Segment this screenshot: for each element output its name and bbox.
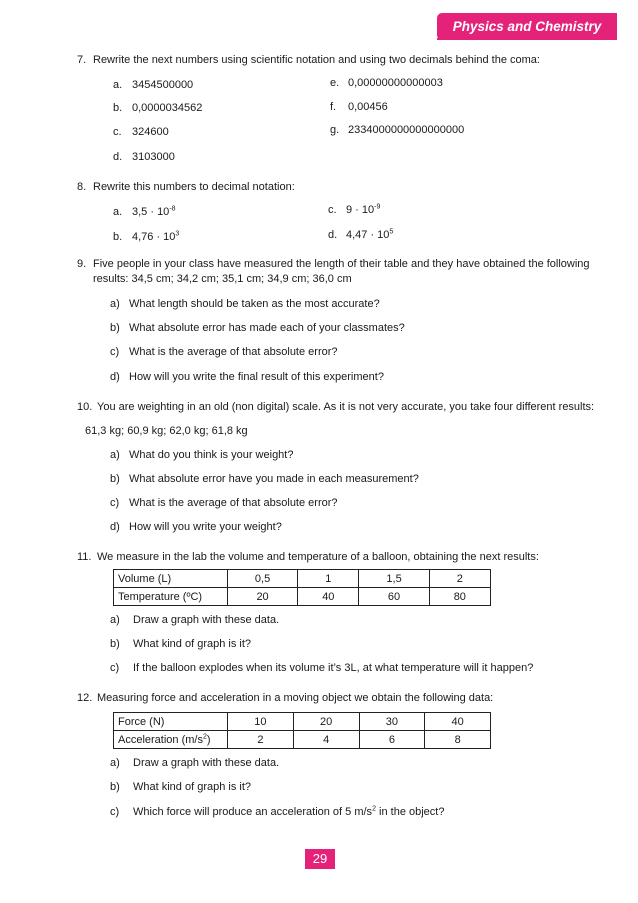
table-cell: 2 xyxy=(228,731,294,749)
q11-text: We measure in the lab the volume and temperature of a balloon, obtaining the next results: xyxy=(97,551,539,563)
q10-sub-d-letter: d) xyxy=(110,521,120,533)
q12-sub-c-text: Which force will produce an acceleration of 5 $m/s^2$ in the object? xyxy=(133,805,445,818)
table-cell: 20 xyxy=(293,713,359,731)
q8-item-b-value: $4,76 \cdot 10^3$ xyxy=(132,230,180,243)
q7-item-d-value: 3103000 xyxy=(132,151,175,163)
table-cell: 30 xyxy=(359,713,425,731)
q8-item-a-letter: a. xyxy=(113,206,123,218)
table-row xyxy=(114,731,491,749)
q9-sub-a-text: What length should be taken as the most accurate? xyxy=(129,298,380,310)
q8-item-a-value: $3,5 \cdot 10^{-8}$ xyxy=(132,205,176,218)
table-row xyxy=(114,570,491,588)
q10-sub-a-letter: a) xyxy=(110,449,120,461)
q10-text-results: 61,3 kg; 60,9 kg; 62,0 kg; 61,8 kg xyxy=(85,425,248,437)
table-cell: 10 xyxy=(228,713,294,731)
q10-sub-a-text: What do you think is your weight? xyxy=(129,449,294,461)
q8-item-c-letter: c. xyxy=(328,204,337,216)
table-row xyxy=(114,588,491,606)
q7-item-e-letter: e. xyxy=(330,77,340,89)
table-cell: 1 xyxy=(298,570,359,588)
q10-text: You are weighting in an old (non digital) scale. As it is not very accurate, you take four different results: xyxy=(97,401,595,413)
q7-item-c-letter: c. xyxy=(113,126,122,138)
table-cell: 0,5 xyxy=(228,570,298,588)
q12-number: 12. xyxy=(77,692,93,704)
q8-item-d-value: $4,47 \cdot 10^5$ xyxy=(346,228,394,241)
q10-sub-d-text: How will you write your weight? xyxy=(129,521,282,533)
q10-sub-c-letter: c) xyxy=(110,497,120,509)
q12-sub-b-text: What kind of graph is it? xyxy=(133,781,252,793)
q8-item-c-value: $9 \cdot 10^{-9}$ xyxy=(346,203,381,216)
header-underline xyxy=(437,38,617,40)
q7-item-f-letter: f. xyxy=(330,101,337,113)
q11-sub-b-text: What kind of graph is it? xyxy=(133,638,252,650)
q12-sub-b-letter: b) xyxy=(110,781,120,793)
q7-item-c-value: 324600 xyxy=(132,126,169,138)
q12-text: Measuring force and acceleration in a moving object we obtain the following data: xyxy=(97,692,494,704)
q7-item-a-value: 3454500000 xyxy=(132,79,194,91)
table-row-label: Temperature (ºC) xyxy=(114,588,228,606)
table-cell: 40 xyxy=(298,588,359,606)
q8-number: 8. xyxy=(77,181,87,193)
q8-item-d-letter: d. xyxy=(328,229,338,241)
q12-sub-c-letter: c) xyxy=(110,806,120,818)
table-cell: 20 xyxy=(228,588,298,606)
q11-data-table xyxy=(113,569,491,606)
q7-item-e-value: 0,00000000000003 xyxy=(348,77,443,89)
q9-sub-a-letter: a) xyxy=(110,298,120,310)
q10-sub-c-text: What is the average of that absolute error? xyxy=(129,497,338,509)
q10-sub-b-text: What absolute error have you made in each measurement? xyxy=(129,473,419,485)
table-cell: 40 xyxy=(425,713,491,731)
q11-sub-a-text: Draw a graph with these data. xyxy=(133,614,280,626)
table-row-label: Volume (L) xyxy=(114,570,228,588)
q9-sub-d-letter: d) xyxy=(110,371,120,383)
q7-number: 7. xyxy=(77,54,87,66)
table-row xyxy=(114,713,491,731)
q12-sub-a-letter: a) xyxy=(110,757,120,769)
q11-sub-c-letter: c) xyxy=(110,662,120,674)
q11-sub-c-text: If the balloon explodes when its volume it’s 3L, at what temperature will it happen? xyxy=(133,662,534,674)
q12-data-table xyxy=(113,712,491,749)
q11-sub-b-letter: b) xyxy=(110,638,120,650)
table-cell: 1,5 xyxy=(359,570,429,588)
q9-sub-d-text: How will you write the final result of this experiment? xyxy=(129,371,384,383)
table-cell: 2 xyxy=(429,570,490,588)
q9-text: Five people in your class have measured the length of their table and they have obtained the following xyxy=(93,258,590,270)
q9-sub-c-text: What is the average of that absolute error? xyxy=(129,346,338,358)
q9-sub-c-letter: c) xyxy=(110,346,120,358)
q7-text: Rewrite the next numbers using scientific notation and using two decimals behind the coma: xyxy=(93,54,540,66)
q7-item-b-value: 0,0000034562 xyxy=(132,102,203,114)
q8-text: Rewrite this numbers to decimal notation: xyxy=(93,181,295,193)
q9-text-results: results: 34,5 cm; 34,2 cm; 35,1 cm; 34,9 cm; 36,0 cm xyxy=(93,273,352,285)
q8-item-b-letter: b. xyxy=(113,231,123,243)
table-cell: 60 xyxy=(359,588,429,606)
q7-item-g-letter: g. xyxy=(330,124,340,136)
q11-number: 11. xyxy=(77,551,92,563)
table-cell: 8 xyxy=(425,731,491,749)
header-title: Physics and Chemistry xyxy=(437,13,617,40)
q7-item-d-letter: d. xyxy=(113,151,123,163)
q10-sub-b-letter: b) xyxy=(110,473,120,485)
q7-item-g-value: 2334000000000000000 xyxy=(348,124,465,136)
q9-sub-b-text: What absolute error has made each of your classmates? xyxy=(129,322,405,334)
q9-number: 9. xyxy=(77,258,87,270)
q7-item-a-letter: a. xyxy=(113,79,123,91)
table-row-label: Acceleration $(m/s^2)$ xyxy=(114,731,228,749)
q10-number: 10. xyxy=(77,401,93,413)
q7-item-f-value: 0,00456 xyxy=(348,101,388,113)
q12-sub-a-text: Draw a graph with these data. xyxy=(133,757,280,769)
table-cell: 6 xyxy=(359,731,425,749)
table-row-label: Force (N) xyxy=(114,713,228,731)
page-number: 29 xyxy=(305,849,335,869)
table-cell: 80 xyxy=(429,588,490,606)
q9-sub-b-letter: b) xyxy=(110,322,120,334)
q11-sub-a-letter: a) xyxy=(110,614,120,626)
q7-item-b-letter: b. xyxy=(113,102,123,114)
table-cell: 4 xyxy=(293,731,359,749)
